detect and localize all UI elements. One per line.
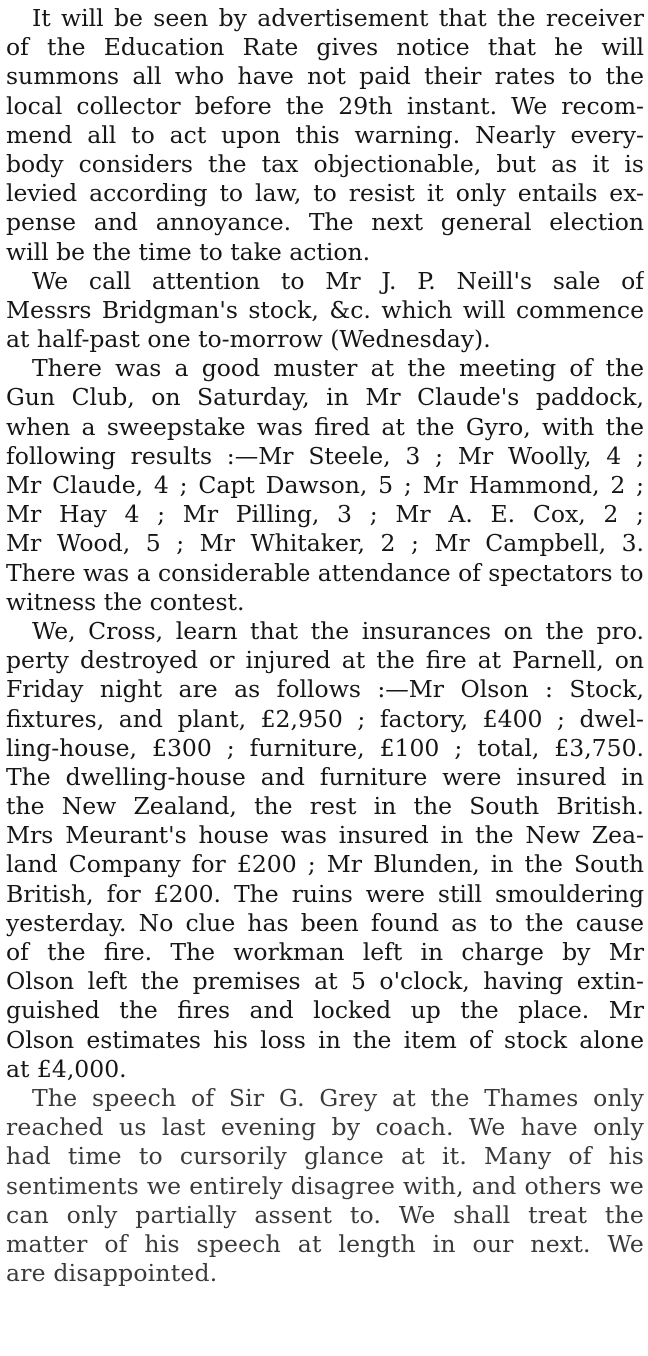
text-line: summons all who have not paid their rates to the: [6, 62, 644, 91]
text-line: following results :—Mr Steele, 3 ; Mr Woolly, 4 ;: [6, 441, 644, 470]
text-line: The speech of Sir G. Grey at the Thames only: [32, 1083, 644, 1112]
paragraph-grey-speech: [6, 1084, 644, 1288]
paragraph-education-rate: [6, 4, 644, 267]
text-line: There was a considerable attendance of spectators to: [6, 558, 644, 587]
text-line: Messrs Bridgman's stock, &c. which will commence: [6, 295, 644, 324]
paragraph-stock-sale: [6, 267, 644, 355]
text-line: local collector before the 29th instant. We recom-: [6, 91, 644, 120]
text-line: had time to cursorily glance at it. Many of his: [6, 1142, 644, 1171]
text-line: at £4,000.: [6, 1054, 127, 1083]
text-line: Gun Club, on Saturday, in Mr Claude's paddock,: [6, 383, 644, 412]
text-line: can only partially assent to. We shall treat the: [6, 1200, 644, 1229]
text-line: mend all to act upon this warning. Nearly every-: [6, 120, 644, 149]
text-line: fixtures, and plant, £2,950 ; factory, £400 ; dwel-: [6, 704, 644, 733]
text-line: British, for £200. The ruins were still smouldering: [6, 879, 644, 908]
text-line: We call attention to Mr J. P. Neill's sale of: [32, 266, 644, 295]
text-line: Mrs Meurant's house was insured in the New Zea-: [6, 821, 644, 850]
text-line: Mr Hay 4 ; Mr Pilling, 3 ; Mr A. E. Cox, 2 ;: [6, 500, 644, 529]
text-line: the New Zealand, the rest in the South British.: [6, 792, 644, 821]
text-line: yesterday. No clue has been found as to the cause: [6, 908, 644, 937]
text-line: sentiments we entirely disagree with, and others we: [6, 1171, 644, 1200]
text-line: of the Education Rate gives notice that he will: [6, 33, 644, 62]
text-line: Olson left the premises at 5 o'clock, having extin-: [6, 967, 644, 996]
text-line: witness the contest.: [6, 587, 245, 616]
text-line: of the fire. The workman left in charge by Mr: [6, 938, 644, 966]
text-line: will be the time to take action.: [6, 237, 371, 266]
text-line: The dwelling-house and furniture were insured in: [6, 762, 644, 791]
text-line: It will be seen by advertisement that the receiver: [32, 4, 644, 32]
text-line: ling-house, £300 ; furniture, £100 ; total, £3,750.: [6, 733, 644, 762]
text-line: There was a good muster at the meeting of the: [32, 354, 644, 383]
newspaper-column: [6, 4, 644, 1288]
text-line: Mr Claude, 4 ; Capt Dawson, 5 ; Mr Hammond, 2 ;: [6, 471, 644, 499]
text-line: matter of his speech at length in our next. We: [6, 1229, 644, 1258]
text-line: land Company for £200 ; Mr Blunden, in the South: [6, 850, 644, 879]
text-line: reached us last evening by coach. We have only: [6, 1113, 644, 1142]
text-line: are disappointed.: [6, 1259, 218, 1288]
text-line: Olson estimates his loss in the item of stock alone: [6, 1025, 644, 1054]
text-line: Mr Wood, 5 ; Mr Whitaker, 2 ; Mr Campbell, 3.: [6, 529, 644, 558]
paragraph-gun-club: [6, 354, 644, 617]
text-line: Friday night are as follows :—Mr Olson : Stock,: [6, 675, 644, 704]
text-line: pense and annoyance. The next general election: [6, 208, 644, 237]
text-line: We, Cross, learn that the insurances on the pro.: [32, 616, 644, 645]
text-line: when a sweepstake was fired at the Gyro, with the: [6, 412, 644, 441]
text-line: perty destroyed or injured at the fire at Parnell, on: [6, 646, 644, 675]
text-line: at half-past one to-morrow (Wednesday).: [6, 325, 491, 354]
text-line: levied according to law, to resist it only entails ex-: [6, 179, 644, 208]
paragraph-fire-insurance: [6, 617, 644, 1084]
text-line: guished the fires and locked up the place. Mr: [6, 996, 644, 1025]
text-line: body considers the tax objectionable, but as it is: [6, 149, 644, 178]
